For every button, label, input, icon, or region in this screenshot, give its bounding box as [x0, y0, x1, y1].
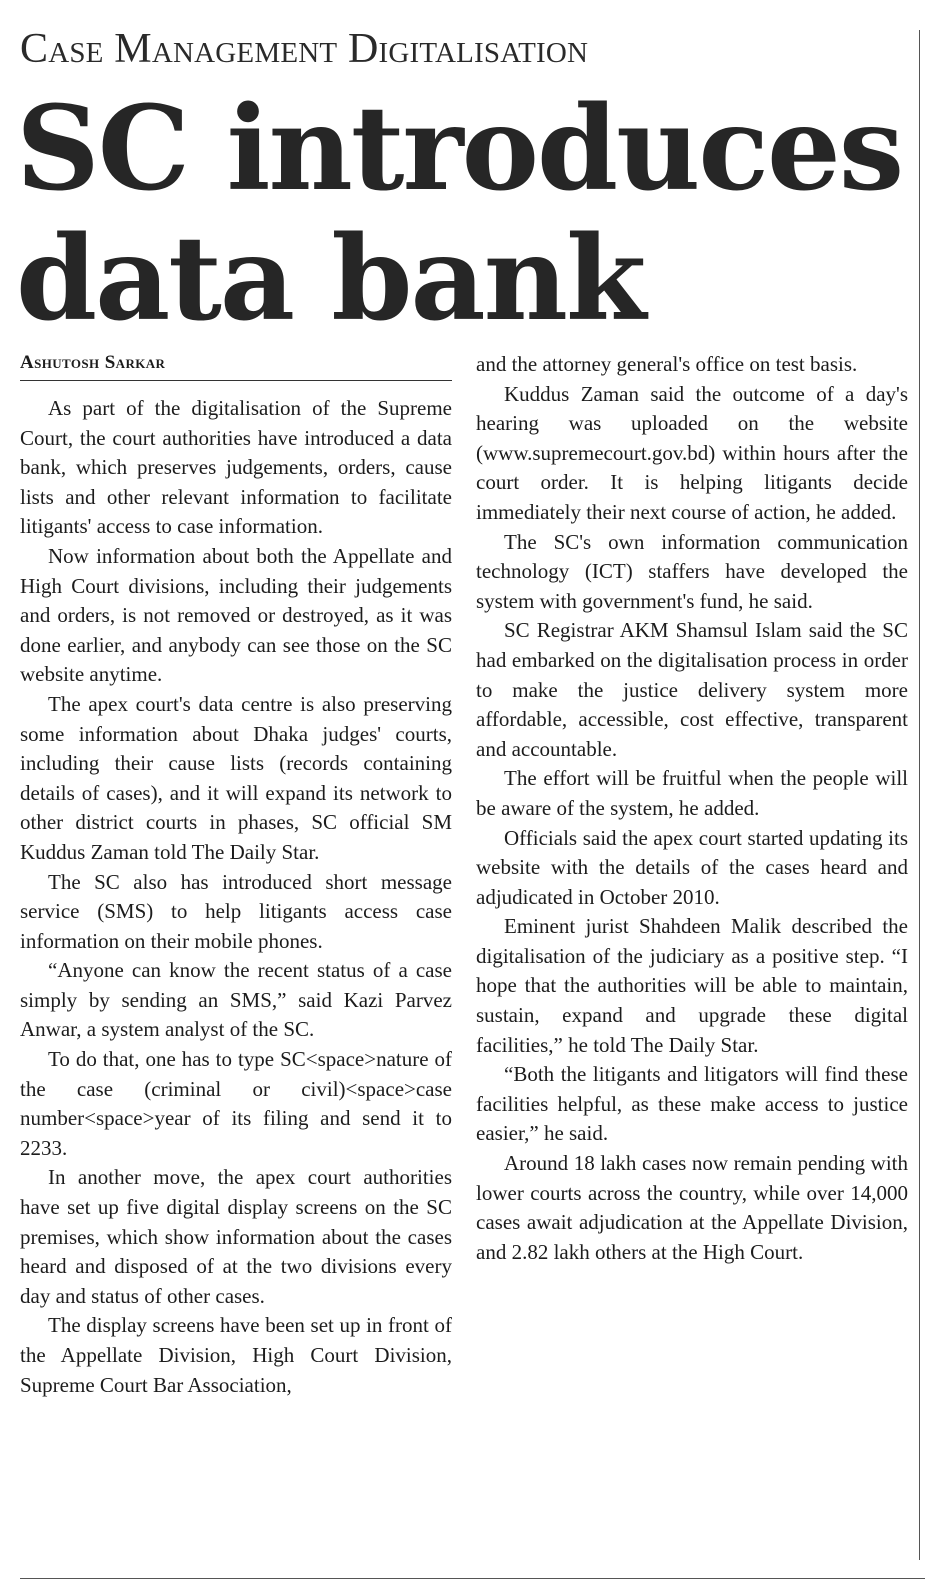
- article-headline: SC introduces data bank: [16, 81, 903, 347]
- paragraph: “Both the litigants and litigators will find these facilities helpful, as these make access to justice easier,” he said.: [476, 1062, 908, 1146]
- paragraph: In another move, the apex court authorities have set up five digital display screens on the SC premises, which show information about the cases heard and disposed of at the two divisions every day and status of other cases.: [20, 1165, 452, 1308]
- paragraph: The display screens have been set up in front of the Appellate Division, High Court Division, Supreme Court Bar Association,: [20, 1313, 452, 1397]
- paragraph: The apex court's data centre is also preserving some information about Dhaka judges' courts, including their cause lists (records containing details of cases), and it will expand its network to other district courts in phases, SC official SM Kuddus Zaman told The Daily Star.: [20, 691, 452, 864]
- paragraph: The effort will be fruitful when the people will be aware of the system, he added.: [476, 766, 908, 820]
- article-column-2: [476, 350, 908, 1267]
- paragraph: Kuddus Zaman said the outcome of a day's hearing was uploaded on the website (www.supremecourt.gov.bd) within hours after the court order. It is helping litigants decide immediately their next course of action, he added.: [476, 381, 908, 524]
- paragraph: “Anyone can know the recent status of a case simply by sending an SMS,” said Kazi Parvez Anwar, a system analyst of the SC.: [20, 958, 452, 1042]
- paragraph: As part of the digitalisation of the Supreme Court, the court authorities have introduced a data bank, which preserves judgements, orders, cause lists and other relevant information to facilitate litigants' access to case information.: [20, 396, 452, 539]
- paragraph: Officials said the apex court started updating its website with the details of the cases heard and adjudicated in October 2010.: [476, 825, 908, 909]
- paragraph: To do that, one has to type SC<space>nature of the case (criminal or civil)<space>case number<space>year of its filing and send it to 2233.: [20, 1047, 452, 1160]
- article-kicker: Case Management Digitalisation: [20, 26, 589, 72]
- paragraph: Eminent jurist Shahdeen Malik described the digitalisation of the judiciary as a positive step. “I hope that the authorities will be able to maintain, sustain, expand and upgrade these digital facilities,” he told The Daily Star.: [476, 914, 908, 1057]
- paragraph: The SC's own information communication technology (ICT) staffers have developed the system with government's fund, he said.: [476, 529, 908, 613]
- paragraph-continuation: and the attorney general's office on test basis.: [476, 352, 858, 376]
- article-byline: Ashutosh Sarkar: [20, 352, 452, 381]
- paragraph: The SC also has introduced short message service (SMS) to help litigants access case information on their mobile phones.: [20, 869, 452, 953]
- bottom-rule: [20, 1578, 925, 1579]
- paragraph: Now information about both the Appellate and High Court divisions, including their judgements and orders, is not removed or destroyed, as it was done earlier, and anybody can see those on the SC website anytime.: [20, 543, 452, 687]
- article-column-1: [20, 394, 452, 1400]
- column-rule-right: [919, 30, 920, 1560]
- paragraph: SC Registrar AKM Shamsul Islam said the SC had embarked on the digitalisation process in order to make the justice delivery system more affordable, accessible, cost effective, transparent and accountable.: [476, 618, 908, 761]
- paragraph: Around 18 lakh cases now remain pending with lower courts across the country, while over 14,000 cases await adjudication at the Appellate Division, and 2.82 lakh others at the High Court.: [476, 1151, 908, 1264]
